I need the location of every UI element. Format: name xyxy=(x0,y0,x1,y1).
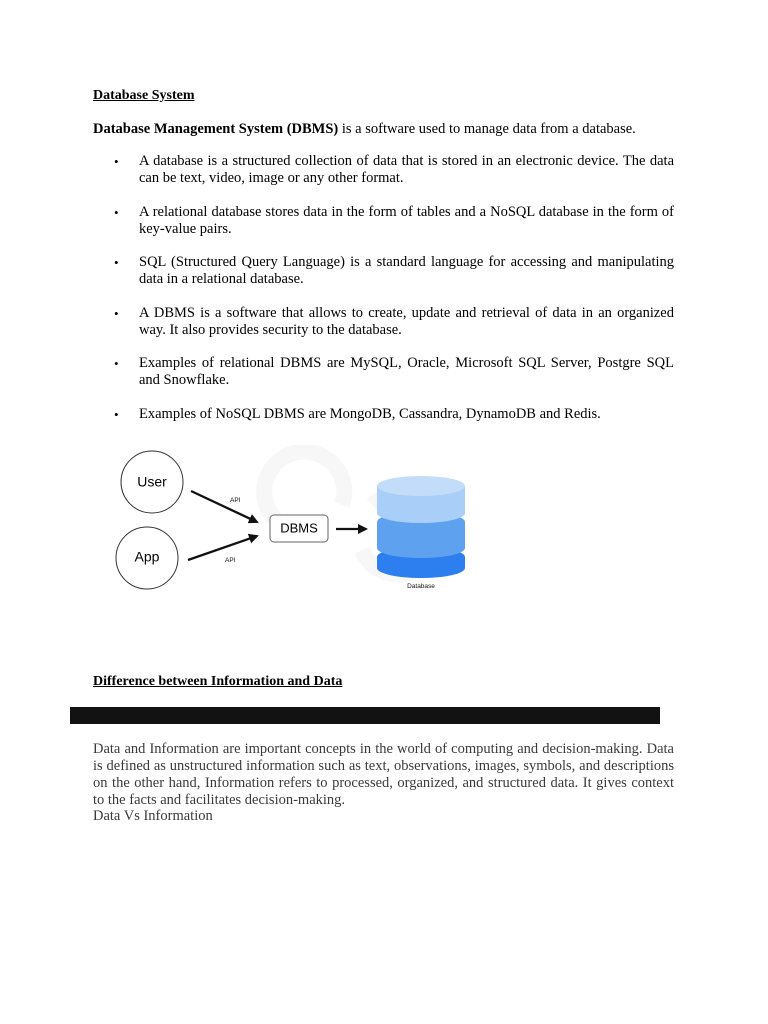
list-item: • A DBMS is a software that allows to create, update and retrieval of data in an organized way. It also provides security to the database. xyxy=(93,305,674,339)
redaction-bar xyxy=(70,707,660,724)
user-to-dbms-arrow xyxy=(191,491,257,522)
information-data-paragraph: Data and Information are important concepts in the world of computing and decision-making. Data is defined as unstructured information such as text, observations, images, symbols, and descriptions on the other hand, Information refers to processed, organized, and structured data. It gives context to the facts and facilitates decision-making. xyxy=(93,741,674,808)
dbms-intro-bold: Database Management System (DBMS) xyxy=(93,121,339,137)
bullet-list xyxy=(93,153,674,439)
dbms-label: DBMS xyxy=(280,520,318,536)
list-item: • A database is a structured collection of data that is stored in an electronic device. The data can be text, video, image or any other format. xyxy=(93,153,674,187)
app-label: App xyxy=(134,548,160,565)
list-item: • A relational database stores data in the form of tables and a NoSQL database in the form of key-value pairs. xyxy=(93,204,674,238)
user-label: User xyxy=(137,473,167,490)
list-item: • Examples of NoSQL DBMS are MongoDB, Cassandra, DynamoDB and Redis. xyxy=(93,406,674,423)
list-item: • SQL (Structured Query Language) is a standard language for accessing and manipulating data in a relational database. xyxy=(93,254,674,288)
database-label: Database xyxy=(407,583,435,590)
api-label-bottom: API xyxy=(225,557,236,564)
list-item: • Examples of relational DBMS are MySQL, Oracle, Microsoft SQL Server, Postgre SQL and Snowflake. xyxy=(93,355,674,389)
app-to-dbms-arrow xyxy=(188,536,257,560)
api-label-top: API xyxy=(230,497,241,504)
section-heading-information-vs-data: Difference between Information and Data xyxy=(93,674,343,689)
database-cylinder xyxy=(377,476,465,578)
dbms-intro-text: is a software used to manage data from a database. xyxy=(338,121,636,137)
data-vs-information-subtitle: Data Vs Information xyxy=(93,808,213,824)
dbms-diagram xyxy=(112,445,472,595)
section-heading-database-system: Database System xyxy=(93,88,195,103)
dbms-intro xyxy=(93,121,636,138)
